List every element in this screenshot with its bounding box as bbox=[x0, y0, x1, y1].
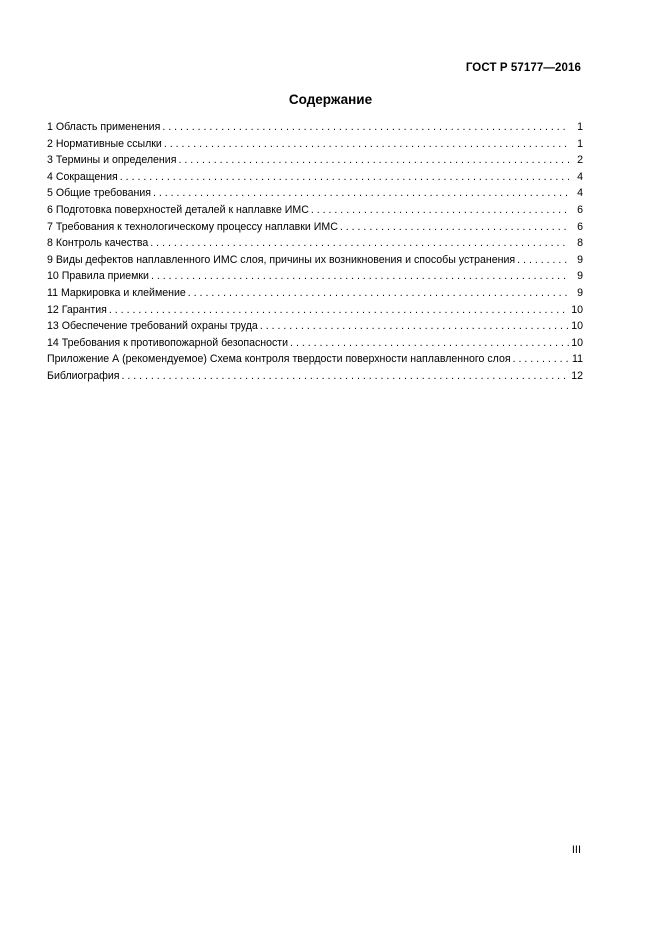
toc-entry-label: 8 Контроль качества bbox=[47, 237, 149, 250]
toc-entry-page: 1 bbox=[577, 137, 583, 150]
toc-entry-page: 4 bbox=[577, 170, 583, 183]
toc-dot-leader bbox=[517, 252, 569, 269]
toc-entry[interactable] bbox=[47, 318, 583, 335]
page-number: III bbox=[571, 844, 581, 856]
toc-dot-leader bbox=[151, 268, 569, 285]
toc-entry-label: 10 Правила приемки bbox=[47, 270, 149, 283]
toc-entry[interactable] bbox=[47, 235, 583, 252]
toc-entry[interactable] bbox=[47, 368, 583, 385]
toc-entry[interactable] bbox=[47, 219, 583, 236]
toc-entry[interactable] bbox=[47, 285, 583, 302]
toc-entry-label: 7 Требования к технологическому процессу наплавки ИМС bbox=[47, 220, 338, 233]
toc-entry-page: 8 bbox=[577, 237, 583, 250]
toc-entry-page: 9 bbox=[577, 270, 583, 283]
toc-dot-leader bbox=[178, 152, 569, 169]
toc-entry-page: 9 bbox=[577, 253, 583, 266]
toc-dot-leader bbox=[260, 318, 569, 335]
toc-entry[interactable] bbox=[47, 152, 583, 169]
toc-dot-leader bbox=[162, 119, 569, 136]
toc-dot-leader bbox=[109, 302, 569, 319]
toc-entry-label: 14 Требования к противопожарной безопасности bbox=[47, 336, 289, 349]
toc-entry[interactable] bbox=[47, 136, 583, 153]
toc-dot-leader bbox=[120, 169, 569, 186]
toc-entry[interactable] bbox=[47, 202, 583, 219]
toc-dot-leader bbox=[340, 219, 569, 236]
toc-dot-leader bbox=[311, 202, 569, 219]
toc-entry-label: 5 Общие требования bbox=[47, 187, 151, 200]
toc-entry-label: Приложение А (рекомендуемое) Схема контроля твердости поверхности наплавленного слоя bbox=[47, 353, 511, 366]
toc-dot-leader bbox=[290, 335, 569, 352]
toc-entry[interactable] bbox=[47, 351, 583, 368]
toc-entry[interactable] bbox=[47, 302, 583, 319]
toc-entry-label: 4 Сокращения bbox=[47, 170, 118, 183]
toc-entry-label: 3 Термины и определения bbox=[47, 154, 177, 167]
toc-entry-page: 9 bbox=[577, 286, 583, 299]
toc-entry-page: 1 bbox=[577, 121, 583, 133]
toc-dot-leader bbox=[188, 285, 569, 302]
toc-dot-leader bbox=[150, 235, 569, 252]
toc-entry[interactable] bbox=[47, 169, 583, 186]
toc-entry[interactable] bbox=[47, 185, 583, 202]
toc-title: Содержание bbox=[288, 92, 373, 107]
toc-entry-label: Библиография bbox=[47, 369, 120, 382]
toc-entry-label: 1 Область применения bbox=[47, 121, 161, 133]
toc-entry-page: 6 bbox=[577, 203, 583, 216]
toc-dot-leader bbox=[513, 351, 569, 368]
toc-entry-page: 11 bbox=[572, 353, 583, 366]
toc-entry-label: 6 Подготовка поверхностей деталей к наплавке ИМС bbox=[47, 203, 309, 216]
toc-entry-label: 12 Гарантия bbox=[47, 303, 107, 316]
toc-entry-page: 4 bbox=[577, 187, 583, 200]
table-of-contents bbox=[47, 119, 583, 385]
toc-entry-page: 10 bbox=[571, 336, 583, 349]
toc-dot-leader bbox=[153, 185, 569, 202]
toc-entry-label: 2 Нормативные ссылки bbox=[47, 137, 162, 150]
toc-dot-leader bbox=[121, 368, 569, 385]
toc-entry-page: 12 bbox=[571, 369, 583, 382]
toc-entry-page: 2 bbox=[577, 154, 583, 167]
toc-entry-label: 13 Обеспечение требований охраны труда bbox=[47, 320, 258, 333]
toc-entry[interactable] bbox=[47, 252, 583, 269]
toc-entry-page: 10 bbox=[571, 320, 583, 333]
toc-entry-label: 9 Виды дефектов наплавленного ИМС слоя, причины их возникновения и способы устранения bbox=[47, 253, 516, 266]
toc-dot-leader bbox=[164, 136, 569, 153]
document-code: ГОСТ Р 57177—2016 bbox=[465, 62, 581, 74]
toc-entry[interactable] bbox=[47, 268, 583, 285]
toc-entry-page: 10 bbox=[571, 303, 583, 316]
toc-entry-page: 6 bbox=[577, 220, 583, 233]
toc-entry-label: 11 Маркировка и клеймение bbox=[47, 286, 186, 299]
toc-entry[interactable] bbox=[47, 335, 583, 352]
toc-entry[interactable] bbox=[47, 119, 583, 136]
